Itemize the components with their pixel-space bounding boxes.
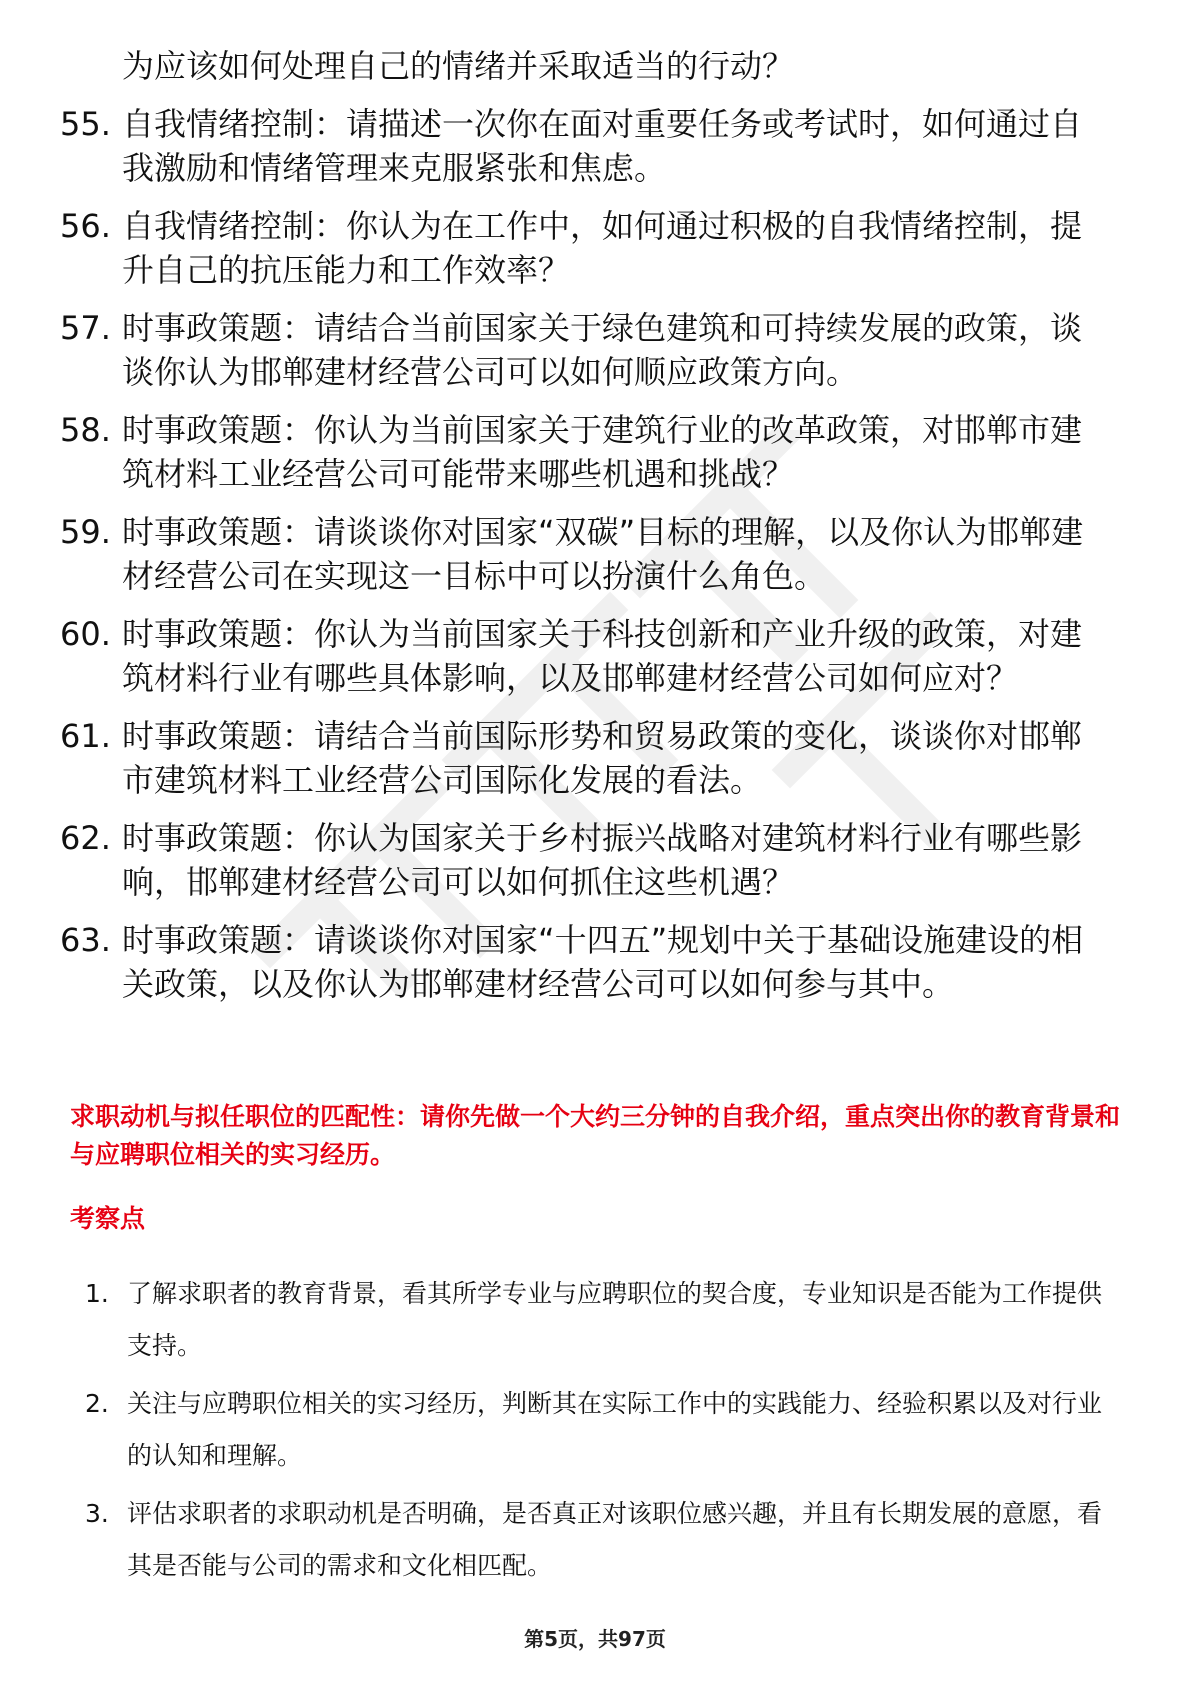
assessment-points-list: [85, 1268, 1115, 1598]
question-item: [60, 510, 1100, 598]
question-number: 60.: [60, 615, 111, 653]
question-text: 时事政策题：请谈谈你对国家“十四五”规划中关于基础设施建设的相关政策，以及你认为邯郸建材经营公司可以如何参与其中。: [122, 921, 1084, 1003]
assessment-point: [85, 1268, 1115, 1372]
question-text: 时事政策题：你认为国家关于乡村振兴战略对建筑材料行业有哪些影响，邯郸建材经营公司可以如何抓住这些机遇？: [122, 819, 1083, 901]
question-item: [60, 102, 1100, 190]
assessment-point: [85, 1488, 1115, 1592]
question-text: 时事政策题：你认为当前国家关于科技创新和产业升级的政策，对建筑材料行业有哪些具体影响，以及邯郸建材经营公司如何应对？: [122, 615, 1083, 697]
question-text: 时事政策题：请结合当前国际形势和贸易政策的变化，谈谈你对邯郸市建筑材料工业经营公司国际化发展的看法。: [122, 717, 1083, 799]
question-item: [60, 714, 1100, 802]
question-number: 63.: [60, 921, 111, 959]
page-number: 第5页，共97页: [524, 1627, 666, 1651]
question-item: [60, 612, 1100, 700]
question-item: [60, 306, 1100, 394]
question-list: [60, 44, 1100, 1020]
question-number: 58.: [60, 411, 111, 449]
assessment-point: [85, 1378, 1115, 1482]
question-text: 自我情绪控制：请描述一次你在面对重要任务或考试时，如何通过自我激励和情绪管理来克服紧张和焦虑。: [122, 105, 1083, 187]
question-item: [60, 408, 1100, 496]
point-text: 评估求职者的求职动机是否明确，是否真正对该职位感兴趣，并且有长期发展的意愿，看其是否能与公司的需求和文化相匹配。: [127, 1499, 1103, 1580]
question-text: 时事政策题：请结合当前国家关于绿色建筑和可持续发展的政策，谈谈你认为邯郸建材经营公司可以如何顺应政策方向。: [122, 309, 1083, 391]
question-text: 时事政策题：你认为当前国家关于建筑行业的改革政策，对邯郸市建筑材料工业经营公司可能带来哪些机遇和挑战？: [122, 411, 1083, 493]
question-item: [60, 918, 1100, 1006]
question-item: [60, 204, 1100, 292]
point-text: 了解求职者的教育背景，看其所学专业与应聘职位的契合度，专业知识是否能为工作提供支持。: [127, 1279, 1103, 1360]
question-number: 61.: [60, 717, 111, 755]
question-continuation: 为应该如何处理自己的情绪并采取适当的行动？: [122, 47, 795, 85]
point-number: 1.: [85, 1279, 109, 1308]
question-number: 57.: [60, 309, 111, 347]
point-number: 3.: [85, 1499, 109, 1528]
question-number: 59.: [60, 513, 111, 551]
question-item: [60, 816, 1100, 904]
question-number: 56.: [60, 207, 111, 245]
question-text: 自我情绪控制：你认为在工作中，如何通过积极的自我情绪控制，提升自己的抗压能力和工作效率？: [122, 207, 1083, 289]
point-number: 2.: [85, 1389, 109, 1418]
section-subheading: 考察点: [70, 1204, 146, 1233]
section-heading: 求职动机与拟任职位的匹配性：请你先做一个大约三分钟的自我介绍，重点突出你的教育背景和与应聘职位相关的实习经历。: [70, 1102, 1121, 1169]
point-text: 关注与应聘职位相关的实习经历，判断其在实际工作中的实践能力、经验积累以及对行业的认知和理解。: [127, 1389, 1103, 1470]
question-text: 时事政策题：请谈谈你对国家“双碳”目标的理解，以及你认为邯郸建材经营公司在实现这一目标中可以扮演什么角色。: [122, 513, 1084, 595]
question-number: 55.: [60, 105, 111, 143]
question-number: 62.: [60, 819, 111, 857]
